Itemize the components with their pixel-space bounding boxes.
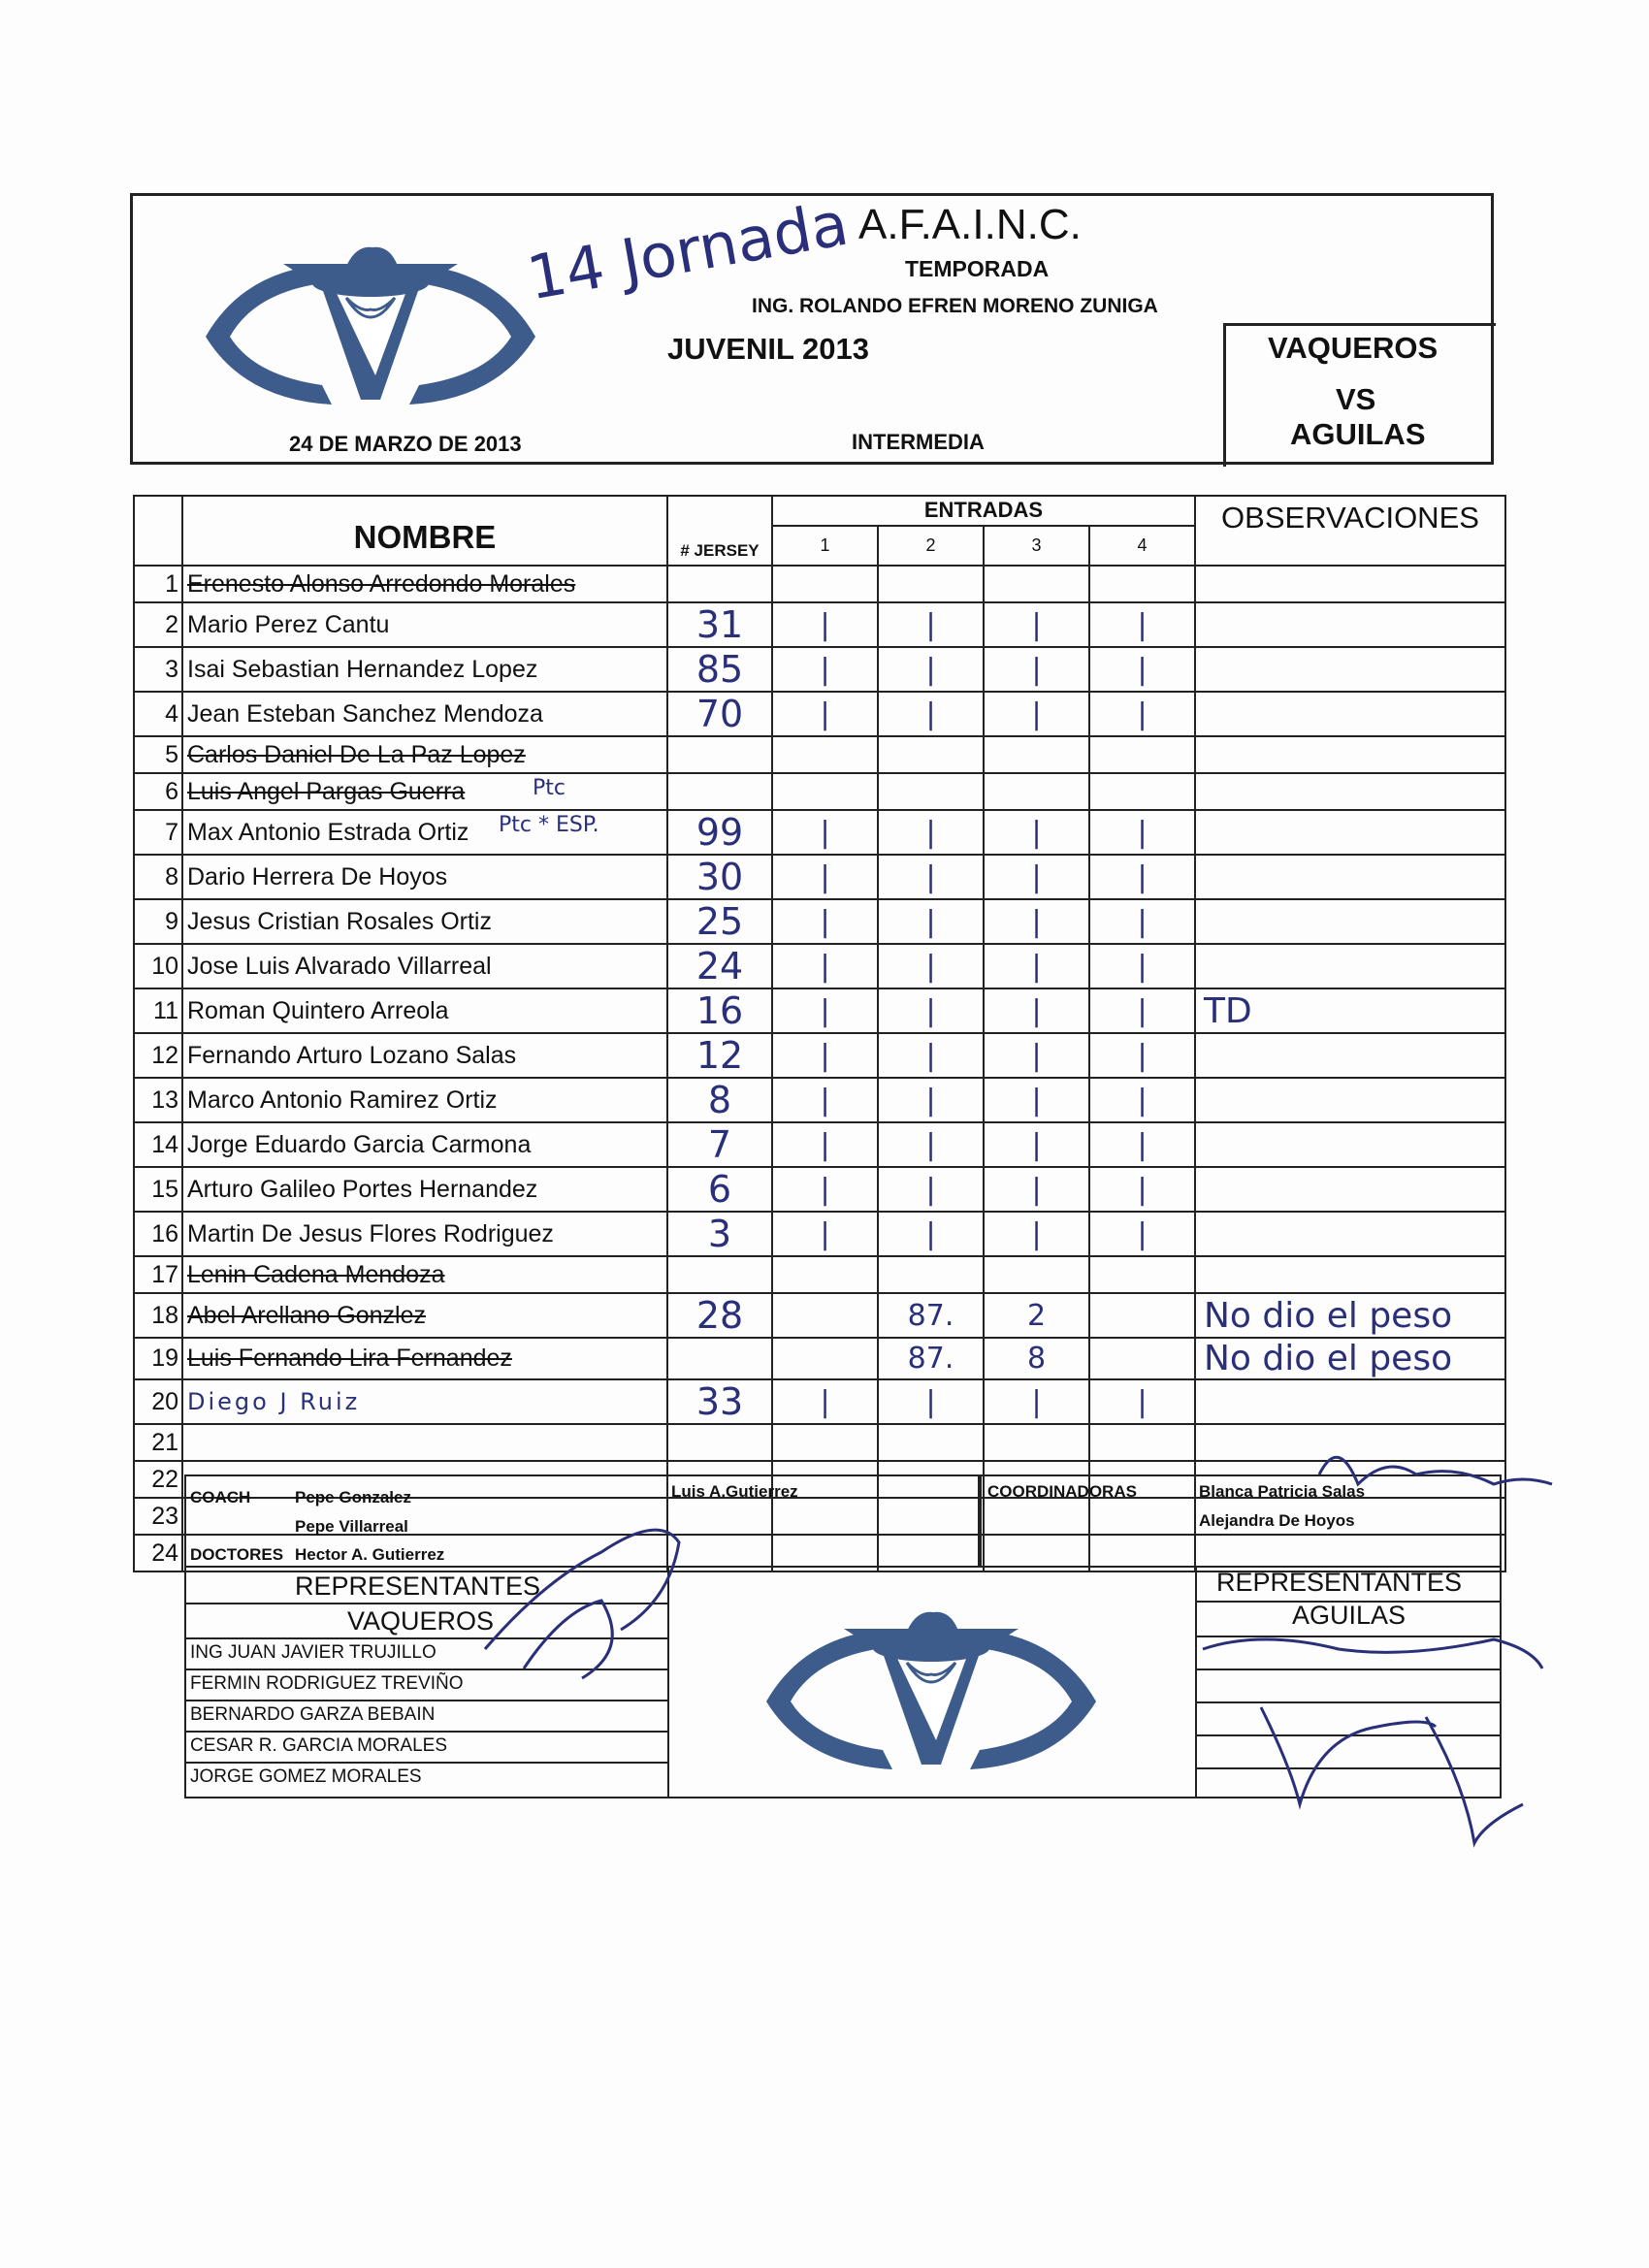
player-note: Ptc * ESP. bbox=[499, 813, 599, 837]
jersey-number: 25 bbox=[667, 899, 772, 944]
row-number: 10 bbox=[134, 944, 182, 988]
rep-home-name: JORGE GOMEZ MORALES bbox=[190, 1766, 422, 1787]
inning-2-mark: | bbox=[878, 810, 984, 855]
inning-2-mark: | bbox=[878, 855, 984, 899]
inning-2-mark: | bbox=[878, 647, 984, 692]
jersey-number: 85 bbox=[667, 647, 772, 692]
inning-3-mark: 8 bbox=[984, 1338, 1089, 1379]
inning-3-mark: | bbox=[984, 988, 1089, 1033]
player-name-text: Jean Esteban Sanchez Mendoza bbox=[187, 699, 543, 728]
inning-4-mark: | bbox=[1089, 602, 1195, 647]
player-name-text: Jesus Cristian Rosales Ortiz bbox=[187, 907, 492, 935]
jersey-number: 30 bbox=[667, 855, 772, 899]
jersey-number: 24 bbox=[667, 944, 772, 988]
row-number: 1 bbox=[134, 566, 182, 602]
inning-4-mark: | bbox=[1089, 988, 1195, 1033]
row-number: 20 bbox=[134, 1379, 182, 1424]
player-name-text: Luis Fernando Lira Fernandez bbox=[187, 1345, 512, 1372]
player-name-text: Mario Perez Cantu bbox=[187, 610, 390, 638]
vs-label: VS bbox=[1336, 382, 1376, 416]
inning-3-header: 3 bbox=[984, 526, 1089, 566]
inning-2-mark: | bbox=[878, 692, 984, 736]
inning-4-mark: | bbox=[1089, 1212, 1195, 1256]
player-name-text: Carlos Daniel De La Paz Lopez bbox=[187, 740, 526, 768]
player-note: Ptc bbox=[533, 776, 566, 800]
inning-4-mark: | bbox=[1089, 1078, 1195, 1122]
observations-header: OBSERVACIONES bbox=[1195, 496, 1505, 566]
row-number: 4 bbox=[134, 692, 182, 736]
inning-3-mark: | bbox=[984, 1078, 1089, 1122]
jersey-header: # JERSEY bbox=[667, 496, 772, 566]
category-label: JUVENIL 2013 bbox=[667, 332, 869, 366]
inning-4-mark: | bbox=[1089, 855, 1195, 899]
season-label: TEMPORADA bbox=[905, 256, 1050, 281]
inning-1-mark: | bbox=[772, 1078, 878, 1122]
doctor-name: Hector A. Gutierrez bbox=[295, 1545, 445, 1564]
inning-2-mark: | bbox=[878, 1078, 984, 1122]
handwritten-round: 14 Jornada bbox=[522, 187, 854, 314]
row-number: 2 bbox=[134, 602, 182, 647]
inning-2-mark: | bbox=[878, 944, 984, 988]
inning-4-mark: | bbox=[1089, 1379, 1195, 1424]
row-number: 16 bbox=[134, 1212, 182, 1256]
honoree-label: ING. ROLANDO EFREN MORENO ZUNIGA bbox=[752, 295, 1158, 317]
inning-1-mark: | bbox=[772, 1212, 878, 1256]
row-number: 18 bbox=[134, 1293, 182, 1338]
row-number: 12 bbox=[134, 1033, 182, 1078]
inning-2-mark: | bbox=[878, 1167, 984, 1212]
inning-4-header: 4 bbox=[1089, 526, 1195, 566]
player-name-text: Fernando Arturo Lozano Salas bbox=[187, 1041, 517, 1069]
row-number: 11 bbox=[134, 988, 182, 1033]
row-number: 22 bbox=[134, 1461, 182, 1498]
inning-2-mark: 87. bbox=[878, 1293, 984, 1338]
inning-4-mark: | bbox=[1089, 1122, 1195, 1167]
inning-3-mark: | bbox=[984, 810, 1089, 855]
innings-header: ENTRADAS bbox=[772, 496, 1195, 526]
jersey-number: 8 bbox=[667, 1078, 772, 1122]
inning-1-mark: | bbox=[772, 602, 878, 647]
inning-3-mark: | bbox=[984, 692, 1089, 736]
coach-label: COACH bbox=[190, 1488, 251, 1507]
inning-2-mark: | bbox=[878, 1212, 984, 1256]
inning-3-mark: | bbox=[984, 602, 1089, 647]
inning-2-mark: | bbox=[878, 899, 984, 944]
jersey-number: 12 bbox=[667, 1033, 772, 1078]
inning-1-mark: | bbox=[772, 810, 878, 855]
coach-1: Pepe Gonzalez bbox=[295, 1488, 411, 1507]
reps-away-title: REPRESENTANTES bbox=[1216, 1568, 1463, 1597]
date-label: 24 DE MARZO DE 2013 bbox=[289, 432, 522, 456]
row-number: 19 bbox=[134, 1338, 182, 1379]
inning-1-mark: | bbox=[772, 1033, 878, 1078]
observation: No dio el peso bbox=[1195, 1293, 1505, 1338]
inning-2-header: 2 bbox=[878, 526, 984, 566]
jersey-number: 7 bbox=[667, 1122, 772, 1167]
row-number: 8 bbox=[134, 855, 182, 899]
rep-home-name: CESAR R. GARCIA MORALES bbox=[190, 1735, 448, 1756]
coach-2: Pepe Villarreal bbox=[295, 1517, 408, 1536]
inning-3-mark: | bbox=[984, 899, 1089, 944]
inning-1-mark: | bbox=[772, 944, 878, 988]
inning-3-mark: | bbox=[984, 855, 1089, 899]
coordinator-2: Alejandra De Hoyos bbox=[1199, 1511, 1355, 1530]
jersey-number: 70 bbox=[667, 692, 772, 736]
inning-3-mark: | bbox=[984, 1033, 1089, 1078]
reps-home-team: VAQUEROS bbox=[347, 1606, 495, 1636]
coordinator-1: Blanca Patricia Salas bbox=[1199, 1482, 1366, 1501]
jersey-number: 99 bbox=[667, 810, 772, 855]
row-number: 14 bbox=[134, 1122, 182, 1167]
extra-staff: Luis A.Gutierrez bbox=[671, 1482, 798, 1501]
rep-home-name: ING JUAN JAVIER TRUJILLO bbox=[190, 1642, 436, 1663]
division-label: INTERMEDIA bbox=[852, 430, 985, 454]
inning-2-mark: | bbox=[878, 1379, 984, 1424]
player-name-text: Lenin Cadena Mendoza bbox=[187, 1260, 445, 1288]
reps-away-team: AGUILAS bbox=[1292, 1601, 1406, 1630]
inning-1-mark: | bbox=[772, 647, 878, 692]
inning-4-mark: | bbox=[1089, 692, 1195, 736]
org-title: A.F.A.I.N.C. bbox=[858, 201, 1082, 248]
jersey-number: 16 bbox=[667, 988, 772, 1033]
player-name-text: Diego J Ruiz bbox=[187, 1388, 361, 1415]
inning-1-mark: | bbox=[772, 1122, 878, 1167]
team-away: AGUILAS bbox=[1290, 417, 1426, 451]
player-name-text: Abel Arellano Gonzlez bbox=[187, 1301, 426, 1329]
row-number: 23 bbox=[134, 1498, 182, 1535]
inning-4-mark: | bbox=[1089, 810, 1195, 855]
inning-3-mark: | bbox=[984, 944, 1089, 988]
player-name-text: Dario Herrera De Hoyos bbox=[187, 862, 448, 891]
inning-3-mark: | bbox=[984, 1122, 1089, 1167]
inning-3-mark: | bbox=[984, 1167, 1089, 1212]
coordinators-label: COORDINADORAS bbox=[987, 1482, 1137, 1501]
inning-2-mark: | bbox=[878, 1033, 984, 1078]
row-number: 5 bbox=[134, 736, 182, 773]
player-name-text: Martin De Jesus Flores Rodriguez bbox=[187, 1219, 554, 1247]
inning-4-mark: | bbox=[1089, 1167, 1195, 1212]
inning-2-mark: | bbox=[878, 988, 984, 1033]
team-home: VAQUEROS bbox=[1268, 331, 1439, 365]
player-name-text: Jorge Eduardo Garcia Carmona bbox=[187, 1130, 532, 1158]
observation: TD bbox=[1195, 988, 1505, 1033]
inning-1-header: 1 bbox=[772, 526, 878, 566]
player-name-text: Isai Sebastian Hernandez Lopez bbox=[187, 655, 538, 683]
name-header: NOMBRE bbox=[182, 496, 667, 566]
row-number: 7 bbox=[134, 810, 182, 855]
rep-home-name: FERMIN RODRIGUEZ TREVIÑO bbox=[190, 1673, 464, 1694]
player-name-text: Arturo Galileo Portes Hernandez bbox=[187, 1175, 538, 1203]
inning-2-mark: 87. bbox=[878, 1338, 984, 1379]
inning-3-mark: 2 bbox=[984, 1293, 1089, 1338]
row-number: 21 bbox=[134, 1424, 182, 1461]
inning-4-mark: | bbox=[1089, 899, 1195, 944]
inning-1-mark: | bbox=[772, 1167, 878, 1212]
observation: No dio el peso bbox=[1195, 1338, 1505, 1379]
jersey-number: 28 bbox=[667, 1293, 772, 1338]
jersey-number: 6 bbox=[667, 1167, 772, 1212]
inning-3-mark: | bbox=[984, 1379, 1089, 1424]
jersey-number: 31 bbox=[667, 602, 772, 647]
player-name-text: Roman Quintero Arreola bbox=[187, 996, 449, 1024]
inning-3-mark: | bbox=[984, 647, 1089, 692]
rep-home-name: BERNARDO GARZA BEBAIN bbox=[190, 1704, 436, 1725]
player-name-text: Erenesto Alonso Arredondo Morales bbox=[187, 569, 576, 598]
row-number: 3 bbox=[134, 647, 182, 692]
inning-1-mark: | bbox=[772, 692, 878, 736]
inning-1-mark: | bbox=[772, 855, 878, 899]
row-number: 24 bbox=[134, 1535, 182, 1571]
inning-1-mark: | bbox=[772, 1379, 878, 1424]
row-number: 13 bbox=[134, 1078, 182, 1122]
row-number: 6 bbox=[134, 773, 182, 810]
row-number: 17 bbox=[134, 1256, 182, 1293]
doctors-label: DOCTORES bbox=[190, 1545, 284, 1564]
jersey-number: 3 bbox=[667, 1212, 772, 1256]
inning-2-mark: | bbox=[878, 1122, 984, 1167]
jersey-number: 33 bbox=[667, 1379, 772, 1424]
inning-4-mark: | bbox=[1089, 1033, 1195, 1078]
row-number: 9 bbox=[134, 899, 182, 944]
inning-1-mark: | bbox=[772, 899, 878, 944]
inning-4-mark: | bbox=[1089, 944, 1195, 988]
inning-3-mark: | bbox=[984, 1212, 1089, 1256]
player-name-text: Luis Angel Pargas Guerra bbox=[187, 777, 466, 805]
reps-home-title: REPRESENTANTES bbox=[295, 1571, 541, 1601]
row-number: 15 bbox=[134, 1167, 182, 1212]
player-name-text: Marco Antonio Ramirez Ortiz bbox=[187, 1085, 498, 1114]
player-name-text: Max Antonio Estrada Ortiz bbox=[187, 818, 469, 846]
player-name-text: Jose Luis Alvarado Villarreal bbox=[187, 952, 492, 980]
inning-4-mark: | bbox=[1089, 647, 1195, 692]
inning-2-mark: | bbox=[878, 602, 984, 647]
inning-1-mark: | bbox=[772, 988, 878, 1033]
